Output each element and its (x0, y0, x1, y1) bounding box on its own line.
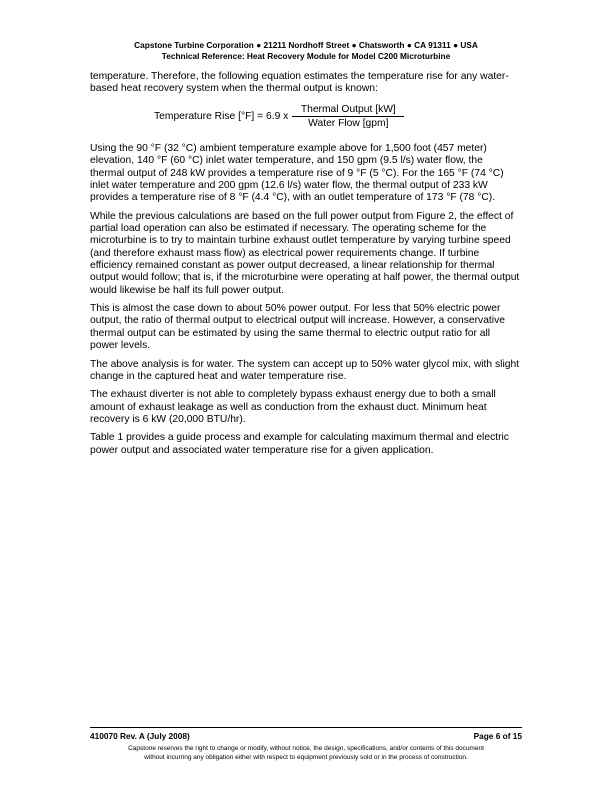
header-company-address: Capstone Turbine Corporation ● 21211 Nordhoff Street ● Chatsworth ● CA 91311 ● USA (134, 40, 478, 50)
disclaimer-line-2: without incurring any obligation either with respect to equipment previously sold or in the process of construction. (144, 753, 468, 761)
disclaimer-line-1: Capstone reserves the right to change or modify, without notice, the design, specifications, and/or contents of this document (128, 745, 484, 752)
page-header (0, 40, 612, 61)
page-number: Page 6 of 15 (473, 731, 522, 741)
paragraph-table-reference: Table 1 provides a guide process and example for calculating maximum thermal and electric power output and associated water temperature rise for a given application. (90, 432, 509, 456)
footer-divider (90, 727, 522, 728)
header-document-title: Technical Reference: Heat Recovery Module for Model C200 Microturbine (161, 50, 451, 61)
paragraph-partial-load: While the previous calculations are based on the full power output from Figure 2, the effect of partial load operation can also be estimated if necessary. The operating scheme for the microturbine is to try to maintain turbine exhaust outlet temperature by varying turbine speed (and therefore exhaust mass flow) as electrical power requirements change. If turbine efficiency remained constant as power output decreased, a linear relationship for thermal output would follow; that is, if the microturbine were operating at half power, the thermal output would likewise be half its full power output. (90, 210, 520, 296)
paragraph-example-calculation: Using the 90 °F (32 °C) ambient temperature example above for 1,500 foot (457 meter) elevation, 140 °F (60 °C) inlet water temperature, and 150 gpm (9.5 l/s) water flow, the thermal output of 248 kW provides a temperature rise of 9 °F (5 °C). For the 165 °F (74 °C) inlet water temperature and 200 gpm (12.6 l/s) water flow, the thermal output of 233 kW provides a temperature rise of 8 °F (4.4 °C), with an outlet temperature of 173 °F (78 °C). (90, 143, 504, 204)
paragraph-fifty-percent: This is almost the case down to about 50% power output. For less that 50% electric power output, the ratio of thermal output to electrical output will increase. However, a conservative thermal output can be estimated by using the same thermal to electric output ratio for all power levels. (90, 303, 505, 352)
document-body (90, 71, 520, 463)
paragraph-exhaust-diverter: The exhaust diverter is not able to completely bypass exhaust energy due to both a small amount of exhaust leakage as well as conduction from the exhaust duct. Minimum heat recovery is 6 kW (20,000 BTU/hr). (90, 389, 496, 425)
equation-numerator: Thermal Output [kW] (300, 103, 396, 115)
equation-lhs: Temperature Rise [°F] = 6.9 x (154, 110, 289, 122)
paragraph-glycol-mix: The above analysis is for water. The system can accept up to 50% water glycol mix, with slight change in the captured heat and water temperature rise. (90, 358, 520, 382)
document-number: 410070 Rev. A (July 2008) (90, 731, 190, 741)
temperature-rise-equation (154, 104, 520, 131)
footer-disclaimer (0, 745, 612, 762)
intro-paragraph: temperature. Therefore, the following equation estimates the temperature rise for any water-based heat recovery system when the thermal output is known: (90, 71, 509, 95)
equation-fraction (292, 104, 404, 131)
page-footer (90, 731, 522, 741)
equation-denominator: Water Flow [gpm] (308, 117, 389, 129)
